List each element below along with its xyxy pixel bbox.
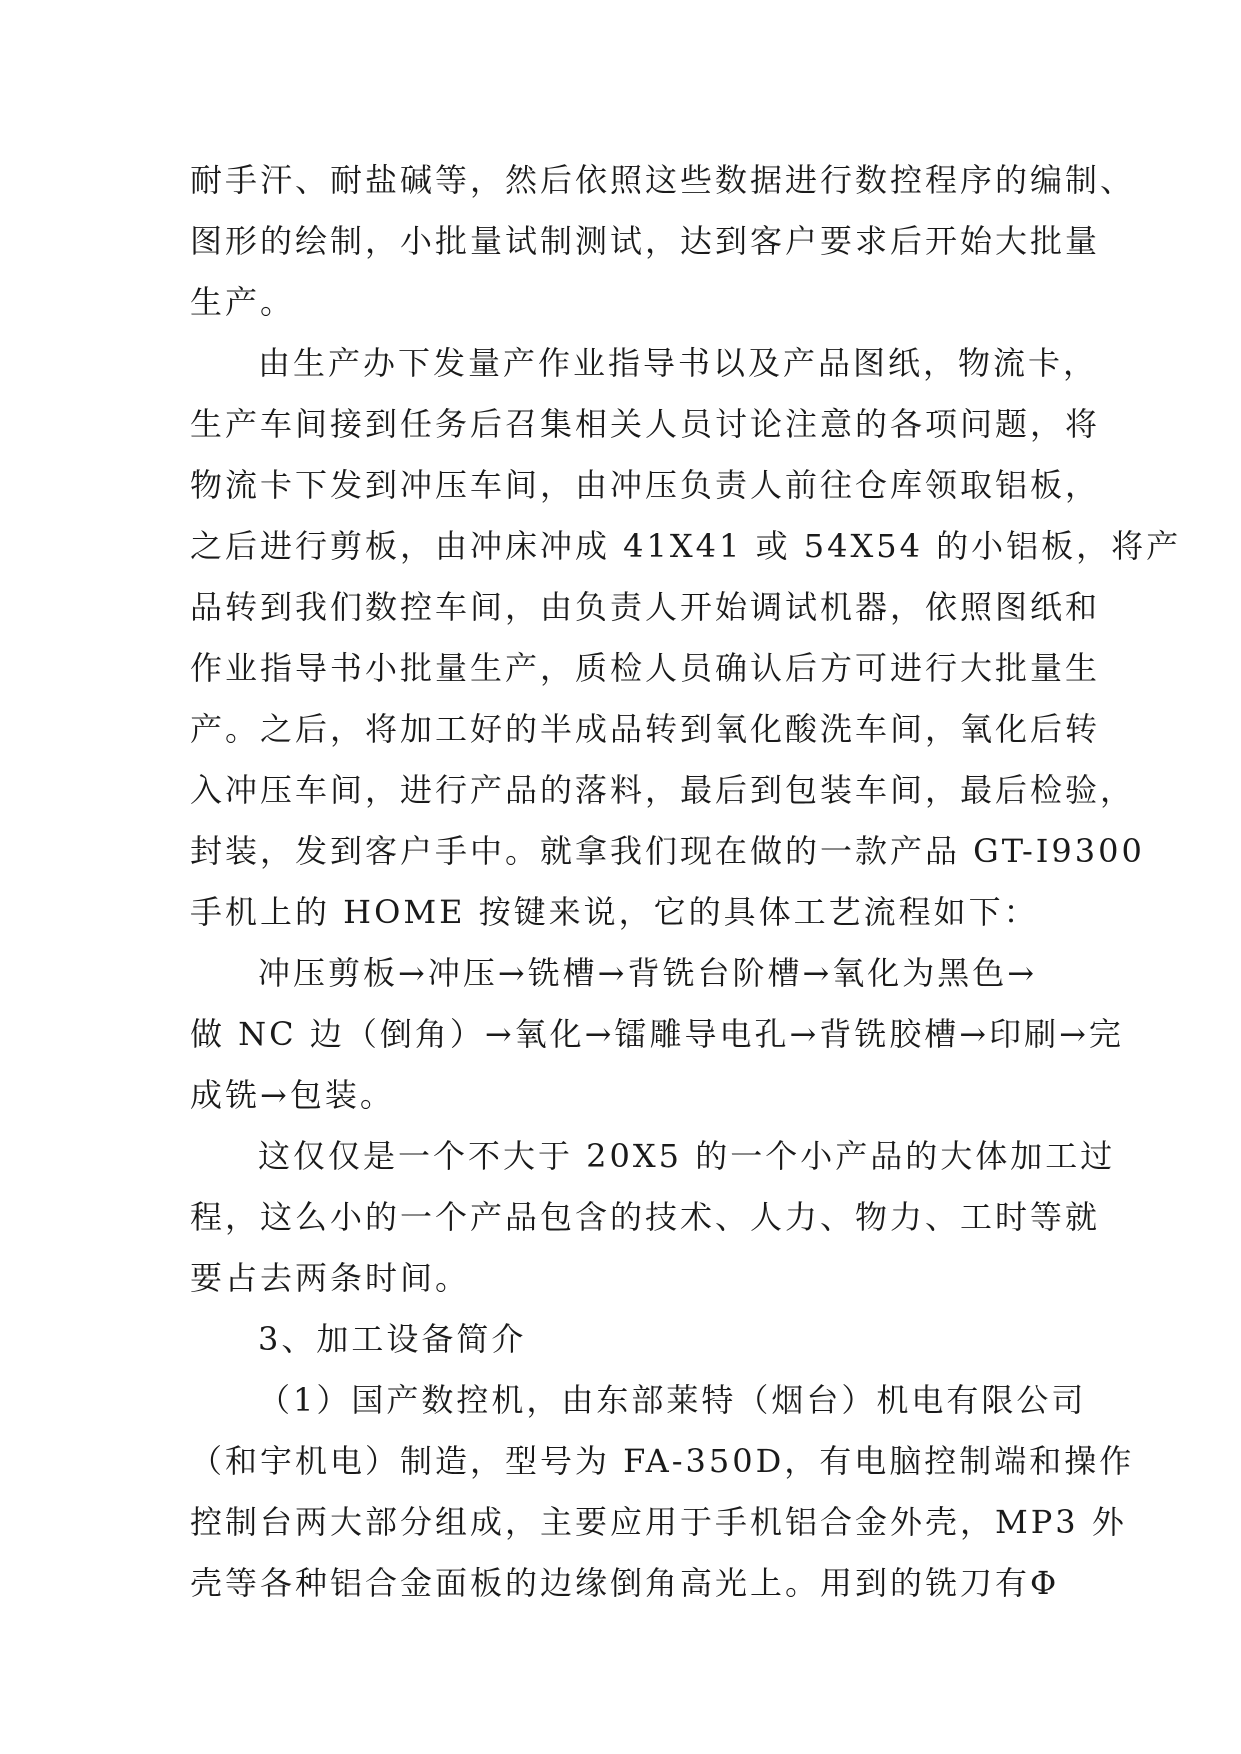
text-line: 物流卡下发到冲压车间，由冲压负责人前往仓库领取铝板，: [190, 466, 1101, 504]
text-line: 壳等各种铝合金面板的边缘倒角高光上。用到的铣刀有Φ: [190, 1564, 1060, 1602]
text-line: 冲压剪板→冲压→铣槽→背铣台阶槽→氧化为黑色→: [258, 954, 1038, 992]
text-line: 手机上的 HOME 按键来说，它的具体工艺流程如下：: [190, 893, 1039, 931]
text-line: 程，这么小的一个产品包含的技术、人力、物力、工时等就: [190, 1198, 1101, 1236]
text-line: 由生产办下发量产作业指导书以及产品图纸，物流卡，: [258, 344, 1099, 382]
text-line: 之后进行剪板，由冲床冲成 41X41 或 54X54 的小铝板，将产: [190, 527, 1182, 565]
text-line: 做 NC 边（倒角）→氧化→镭雕导电孔→背铣胶槽→印刷→完: [190, 1015, 1124, 1053]
section-heading: 3、加工设备简介: [258, 1320, 527, 1358]
text-line: （和宇机电）制造，型号为 FA-350D，有电脑控制端和操作: [190, 1442, 1135, 1480]
text-line: 品转到我们数控车间，由负责人开始调试机器，依照图纸和: [190, 588, 1101, 626]
text-line: 作业指导书小批量生产，质检人员确认后方可进行大批量生: [190, 649, 1101, 687]
text-line: 入冲压车间，进行产品的落料，最后到包装车间，最后检验，: [190, 771, 1136, 809]
text-line: 生产。: [190, 283, 296, 321]
text-line: 要占去两条时间。: [190, 1259, 471, 1297]
text-line: 这仅仅是一个不大于 20X5 的一个小产品的大体加工过: [258, 1137, 1116, 1175]
body-text: [190, 150, 1182, 1614]
text-line: 成铣→包装。: [190, 1076, 395, 1114]
text-line: 产。之后，将加工好的半成品转到氧化酸洗车间，氧化后转: [190, 710, 1101, 748]
text-line: （1）国产数控机，由东部莱特（烟台）机电有限公司: [258, 1381, 1087, 1419]
text-line: 控制台两大部分组成，主要应用于手机铝合金外壳，MP3 外: [190, 1503, 1127, 1541]
text-line: 生产车间接到任务后召集相关人员讨论注意的各项问题，将: [190, 405, 1101, 443]
text-line: 耐手汗、耐盐碱等，然后依照这些数据进行数控程序的编制、: [190, 161, 1136, 199]
text-line: 封装，发到客户手中。就拿我们现在做的一款产品 GT-I9300: [190, 832, 1145, 870]
text-line: 图形的绘制，小批量试制测试，达到客户要求后开始大批量: [190, 222, 1101, 260]
